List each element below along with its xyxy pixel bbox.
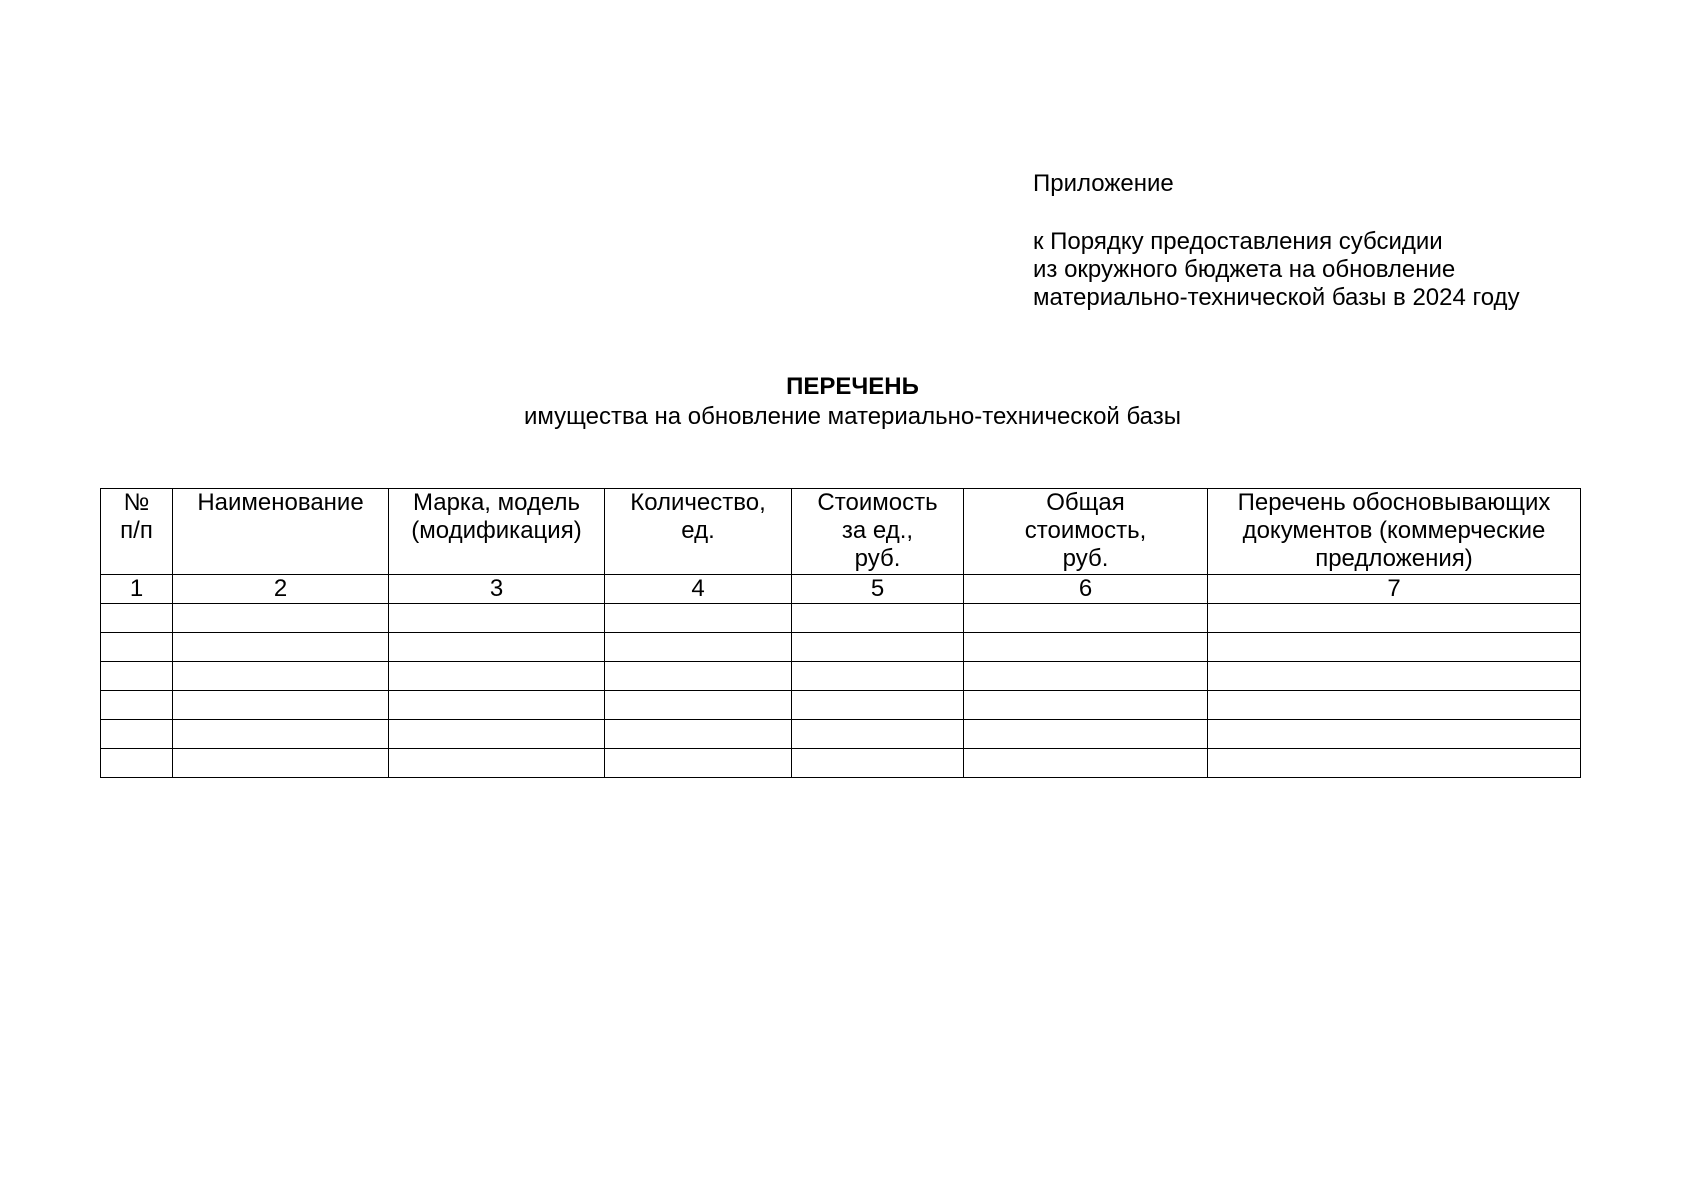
- header-line: руб.: [1062, 545, 1109, 572]
- header-line: Общая: [1046, 489, 1125, 516]
- table-cell: [605, 691, 792, 720]
- header-line: за ед.,: [841, 517, 914, 544]
- header-line: стоимость,: [1024, 517, 1147, 544]
- table-cell: [605, 720, 792, 749]
- table-cell: [389, 749, 605, 778]
- table-header-row: [101, 489, 1581, 575]
- column-number-row: [101, 575, 1581, 604]
- table-cell: [389, 720, 605, 749]
- appendix-block: [1033, 170, 1520, 312]
- table-cell: [1208, 691, 1581, 720]
- table-cell: [605, 604, 792, 633]
- table-cell: [173, 633, 389, 662]
- table-row: [101, 604, 1581, 633]
- table-cell: [964, 633, 1208, 662]
- header-line: Количество,: [630, 489, 766, 516]
- table-cell: [792, 604, 964, 633]
- table-cell: [173, 662, 389, 691]
- header-cell-name: [173, 489, 389, 575]
- column-number-cell: 2: [173, 575, 389, 604]
- table-cell: [389, 633, 605, 662]
- table-cell: [1208, 662, 1581, 691]
- header-cell-quantity: [605, 489, 792, 575]
- table-cell: [1208, 604, 1581, 633]
- table-cell: [605, 633, 792, 662]
- header-line: п/п: [120, 517, 153, 544]
- table-row: [101, 749, 1581, 778]
- table-cell: [792, 633, 964, 662]
- table-cell: [101, 662, 173, 691]
- table-cell: [964, 749, 1208, 778]
- table-cell: [1208, 633, 1581, 662]
- table-cell: [101, 749, 173, 778]
- table-cell: [964, 691, 1208, 720]
- table-cell: [389, 691, 605, 720]
- column-number-cell: 4: [605, 575, 792, 604]
- document-heading: [0, 372, 1697, 432]
- column-number-cell: 1: [101, 575, 173, 604]
- appendix-line: из окружного бюджета на обновление: [1033, 256, 1456, 283]
- table-cell: [173, 691, 389, 720]
- header-cell-model: [389, 489, 605, 575]
- table-cell: [792, 749, 964, 778]
- property-list-table: [100, 488, 1581, 778]
- appendix-line: материально-технической базы в 2024 году: [1033, 284, 1520, 311]
- header-line: документов (коммерческие: [1242, 517, 1546, 544]
- table-row: [101, 662, 1581, 691]
- header-line: руб.: [854, 545, 901, 572]
- header-cell-documents: [1208, 489, 1581, 575]
- table-cell: [101, 720, 173, 749]
- table-cell: [389, 662, 605, 691]
- table-cell: [964, 604, 1208, 633]
- header-line: предложения): [1315, 545, 1473, 572]
- appendix-line: к Порядку предоставления субсидии: [1033, 228, 1443, 255]
- header-line: Наименование: [197, 489, 364, 516]
- header-line: Стоимость: [817, 489, 938, 516]
- table-cell: [1208, 749, 1581, 778]
- header-line: ед.: [681, 517, 715, 544]
- table-cell: [101, 691, 173, 720]
- table-row: [101, 720, 1581, 749]
- appendix-label: Приложение: [1033, 170, 1174, 197]
- table-cell: [792, 691, 964, 720]
- header-cell-total-cost: [964, 489, 1208, 575]
- document-subtitle: имущества на обновление материально-технической базы: [523, 403, 1182, 430]
- column-number-cell: 7: [1208, 575, 1581, 604]
- table-cell: [605, 662, 792, 691]
- column-number-cell: 3: [389, 575, 605, 604]
- table-cell: [1208, 720, 1581, 749]
- table-cell: [101, 604, 173, 633]
- header-cell-number: [101, 489, 173, 575]
- table-cell: [792, 720, 964, 749]
- table-cell: [389, 604, 605, 633]
- header-line: №: [123, 489, 150, 516]
- table-cell: [964, 662, 1208, 691]
- table-cell: [605, 749, 792, 778]
- table-cell: [964, 720, 1208, 749]
- column-number-cell: 5: [792, 575, 964, 604]
- table-cell: [173, 604, 389, 633]
- header-line: Марка, модель: [412, 489, 581, 516]
- column-number-cell: 6: [964, 575, 1208, 604]
- header-line: (модификация): [411, 517, 582, 544]
- header-cell-unit-cost: [792, 489, 964, 575]
- table-cell: [792, 662, 964, 691]
- header-line: Перечень обосновывающих: [1237, 489, 1551, 516]
- table-row: [101, 691, 1581, 720]
- table-row: [101, 633, 1581, 662]
- table-cell: [173, 749, 389, 778]
- table-cell: [101, 633, 173, 662]
- table-cell: [173, 720, 389, 749]
- document-title: ПЕРЕЧЕНЬ: [786, 373, 919, 400]
